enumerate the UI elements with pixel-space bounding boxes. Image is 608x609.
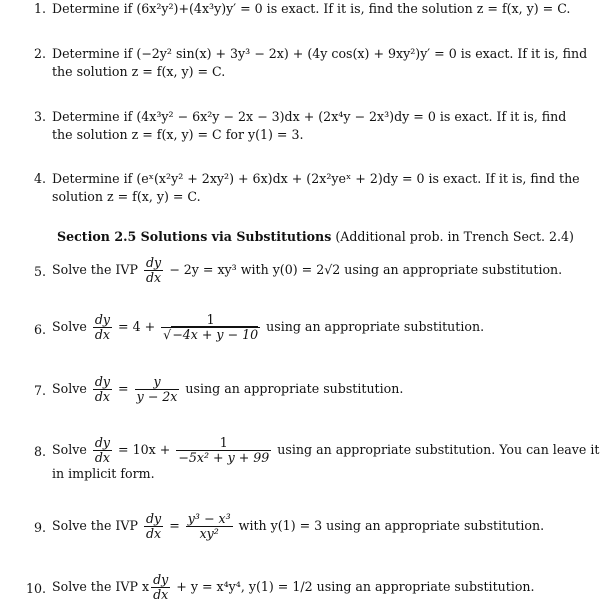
section-note: (Additional prob. in Trench Sect. 2.4) [335, 229, 574, 244]
derivative-fraction: $\frac{dy}{dx}$ [94, 312, 111, 342]
problem-text: Solve the IVP $\frac{dy}{dx}$ = $\frac{\text{y³ − x³}}{\text{xy²}}$ with y(1) = 3 using an appropriate substitution. [52, 511, 545, 541]
problem-number: 1. [33, 1, 46, 16]
problem-text-cont: the solution z = f(x, y) = C for y(1) = 3. [52, 127, 304, 142]
problem-number: 3. [33, 109, 46, 124]
problem-number: 7. [33, 383, 46, 398]
rhs-fraction: $\frac{y}{y - 2x}$ [136, 374, 178, 404]
problem-number: 5. [33, 264, 46, 279]
problem-text: Solve $\frac{dy}{dx}$ = 10x + $\frac{1}{\text{−5x² + y + 99}}$ using an appropriate substitution. You can leave it [52, 435, 600, 465]
derivative-fraction: $\frac{dy}{dx}$ [146, 511, 162, 541]
problem-text: Determine if (−2y² sin(x) + 3y³ − 2x) + (4y cos(x) + 9xy²)y′ = 0 is exact. If it is, find [52, 46, 588, 61]
rhs-fraction: $\frac{1}{√-4x + y - 10}$ [163, 312, 259, 342]
problem-text: Solve $\frac{dy}{dx}$ = 4 + $\frac{1}{√-4x + y - 10}$ using an appropriate substitution. [52, 312, 485, 342]
problem-text: Determine if (eˣ(x²y² + 2xy²) + 6x)dx + (2x²yeˣ + 2)dy = 0 is exact. If it is, find the [52, 171, 580, 186]
problem-text: Determine if (4x³y² − 6x²y − 2x − 3)dx + (2x⁴y − 2x³)dy = 0 is exact. If it is, find [52, 109, 567, 124]
problem-number: 4. [33, 171, 46, 186]
problem-text-cont: the solution z = f(x, y) = C. [52, 64, 226, 79]
derivative-fraction: $\frac{dy}{dx}$ [146, 255, 162, 285]
problem-text: Solve $\frac{dy}{dx}$ = $\frac{y}{y - 2x}$ using an appropriate substitution. [52, 374, 404, 404]
problem-text: Solve the IVP $\frac{dy}{dx}$ − 2y = xy³ with y(0) = 2√2 using an appropriate substitution. [52, 255, 563, 285]
problem-number: 2. [33, 46, 46, 61]
derivative-fraction: $\frac{dy}{dx}$ [153, 572, 169, 602]
problem-number: 10. [25, 581, 46, 596]
problem-text: Determine if (6x²y²)+(4x³y)y′ = 0 is exact. If it is, find the solution z = f(x, y) = C. [52, 1, 571, 16]
derivative-fraction: $\frac{dy}{dx}$ [94, 374, 111, 404]
rhs-fraction: $\frac{\text{y³ − x³}}{\text{xy²}}$ [187, 511, 231, 541]
problem-text: Solve the IVP x $\frac{dy}{dx}$ + y = x⁴y⁴, y(1) = 1/2 using an appropriate substitution. [52, 572, 535, 602]
section-title: Section 2.5 Solutions via Substitutions [57, 229, 332, 244]
problem-number: 8. [33, 444, 46, 459]
rhs-fraction: $\frac{1}{\text{−5x² + y + 99}}$ [178, 435, 270, 465]
problem-text-cont: solution z = f(x, y) = C. [52, 189, 201, 204]
section-heading [57, 229, 574, 244]
problem-number: 9. [33, 520, 46, 535]
problem-number: 6. [33, 322, 46, 337]
derivative-fraction: $\frac{dy}{dx}$ [94, 435, 111, 465]
problem-text-cont: in implicit form. [52, 466, 155, 481]
